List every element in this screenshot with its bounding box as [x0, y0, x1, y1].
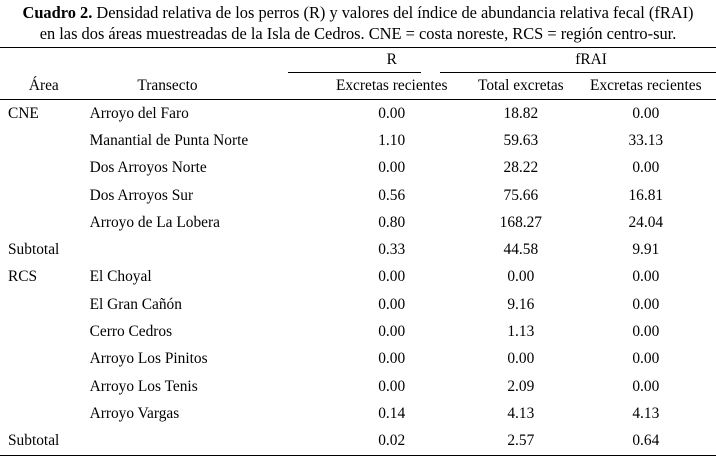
cell-excretas-recientes: 0.00	[632, 159, 660, 177]
table-row	[0, 236, 716, 263]
cell-area: CNE	[8, 104, 39, 122]
cell-transecto: Arroyo Los Tenis	[89, 377, 198, 395]
header-group-row	[0, 48, 716, 72]
cell-total-excretas: 2.57	[466, 428, 576, 456]
cell-total-excretas: 28.22	[503, 159, 539, 177]
cell-r: 0.00	[378, 104, 406, 122]
cell-excretas-recientes: 0.00	[632, 104, 660, 122]
table-row	[0, 318, 716, 345]
caption-label: Cuadro 2.	[22, 3, 93, 22]
cell-excretas-recientes: 16.81	[628, 186, 664, 204]
table-row	[0, 400, 716, 427]
cell-area	[0, 182, 88, 209]
table-caption	[0, 0, 716, 44]
cell-total-excretas: 44.58	[503, 241, 539, 259]
cell-transecto: Arroyo Vargas	[89, 404, 180, 422]
table-row	[0, 264, 716, 291]
header-frai: fRAI	[575, 51, 607, 68]
cell-excretas-recientes: 0.64	[576, 428, 716, 456]
cell-area	[0, 155, 88, 182]
cell-transecto: Dos Arroyos Norte	[89, 159, 207, 177]
cell-area	[0, 400, 88, 427]
cell-excretas-recientes: 0.00	[632, 268, 660, 286]
header-area: Área	[0, 72, 88, 100]
header-total-excretas: Total excretas	[466, 72, 576, 100]
cell-area: RCS	[8, 268, 38, 286]
cell-total-excretas: 59.63	[503, 131, 539, 149]
cell-area	[0, 346, 88, 373]
cell-transecto: Manantial de Punta Norte	[89, 131, 249, 149]
cell-r: 0.00	[378, 377, 406, 395]
cell-r: 0.00	[378, 159, 406, 177]
cell-r: 1.10	[378, 131, 406, 149]
cell-excretas-recientes: 0.00	[632, 323, 660, 341]
cell-area	[0, 291, 88, 318]
cell-r: 0.00	[378, 350, 406, 368]
cell-total-excretas: 168.27	[499, 213, 542, 231]
cell-excretas-recientes: 33.13	[628, 131, 664, 149]
cell-total-excretas: 4.13	[507, 404, 535, 422]
cell-total-excretas: 18.82	[503, 104, 539, 122]
cell-r: 0.00	[378, 295, 406, 313]
cell-area	[0, 209, 88, 236]
cell-transecto	[88, 236, 318, 263]
cell-r: 0.00	[378, 323, 406, 341]
table-row	[0, 155, 716, 182]
cell-area	[0, 373, 88, 400]
table-row	[0, 291, 716, 318]
cell-area	[0, 127, 88, 154]
cell-excretas-recientes: 0.00	[632, 295, 660, 313]
cell-transecto: El Choyal	[89, 268, 152, 286]
cell-excretas-recientes: 24.04	[628, 213, 664, 231]
caption-text-1: Densidad relativa de los perros (R) y valores del índice de abundancia relativa fecal (fRAI)	[92, 3, 694, 22]
cell-r: 0.56	[378, 186, 406, 204]
cell-transecto: Arroyo del Faro	[89, 104, 189, 122]
cell-transecto: Arroyo de La Lobera	[89, 213, 220, 231]
header-frai-excretas: Excretas recientes	[576, 72, 716, 100]
cell-r: 0.33	[378, 241, 406, 259]
cell-r: 0.02	[317, 428, 466, 456]
cell-excretas-recientes: 9.91	[632, 241, 660, 259]
cell-total-excretas: 75.66	[503, 186, 539, 204]
table-row	[0, 428, 716, 456]
cell-r: 0.00	[378, 268, 406, 286]
cell-r: 0.14	[378, 404, 406, 422]
cell-area	[0, 318, 88, 345]
cell-area: Subtotal	[0, 428, 88, 456]
table-row	[0, 127, 716, 154]
cell-excretas-recientes: 4.13	[632, 404, 660, 422]
caption-line-1	[0, 2, 716, 23]
cell-transecto: Arroyo Los Pinitos	[89, 350, 208, 368]
cell-total-excretas: 9.16	[507, 295, 535, 313]
cell-total-excretas: 0.00	[507, 350, 535, 368]
cell-excretas-recientes: 0.00	[632, 377, 660, 395]
table-row	[0, 209, 716, 236]
data-table	[0, 48, 716, 456]
cell-transecto: El Gran Cañón	[89, 295, 182, 313]
cell-excretas-recientes: 0.00	[632, 350, 660, 368]
cell-transecto	[88, 428, 318, 456]
header-transecto: Transecto	[88, 72, 318, 100]
caption-line-2: en las dos áreas muestreadas de la Isla de Cedros. CNE = costa noreste, RCS = región centro-sur.	[39, 24, 677, 43]
cell-total-excretas: 0.00	[507, 268, 535, 286]
cell-r: 0.80	[378, 213, 406, 231]
table-row	[0, 100, 716, 128]
cell-total-excretas: 1.13	[507, 323, 535, 341]
header-column-row	[0, 72, 716, 100]
cell-transecto: Dos Arroyos Sur	[89, 186, 194, 204]
header-r-excretas: Excretas recientes	[317, 72, 466, 100]
table-row	[0, 373, 716, 400]
table-row	[0, 346, 716, 373]
table-row	[0, 182, 716, 209]
cell-transecto: Cerro Cedros	[89, 323, 173, 341]
cell-area: Subtotal	[8, 241, 60, 259]
header-r: R	[386, 51, 397, 68]
cell-total-excretas: 2.09	[507, 377, 535, 395]
